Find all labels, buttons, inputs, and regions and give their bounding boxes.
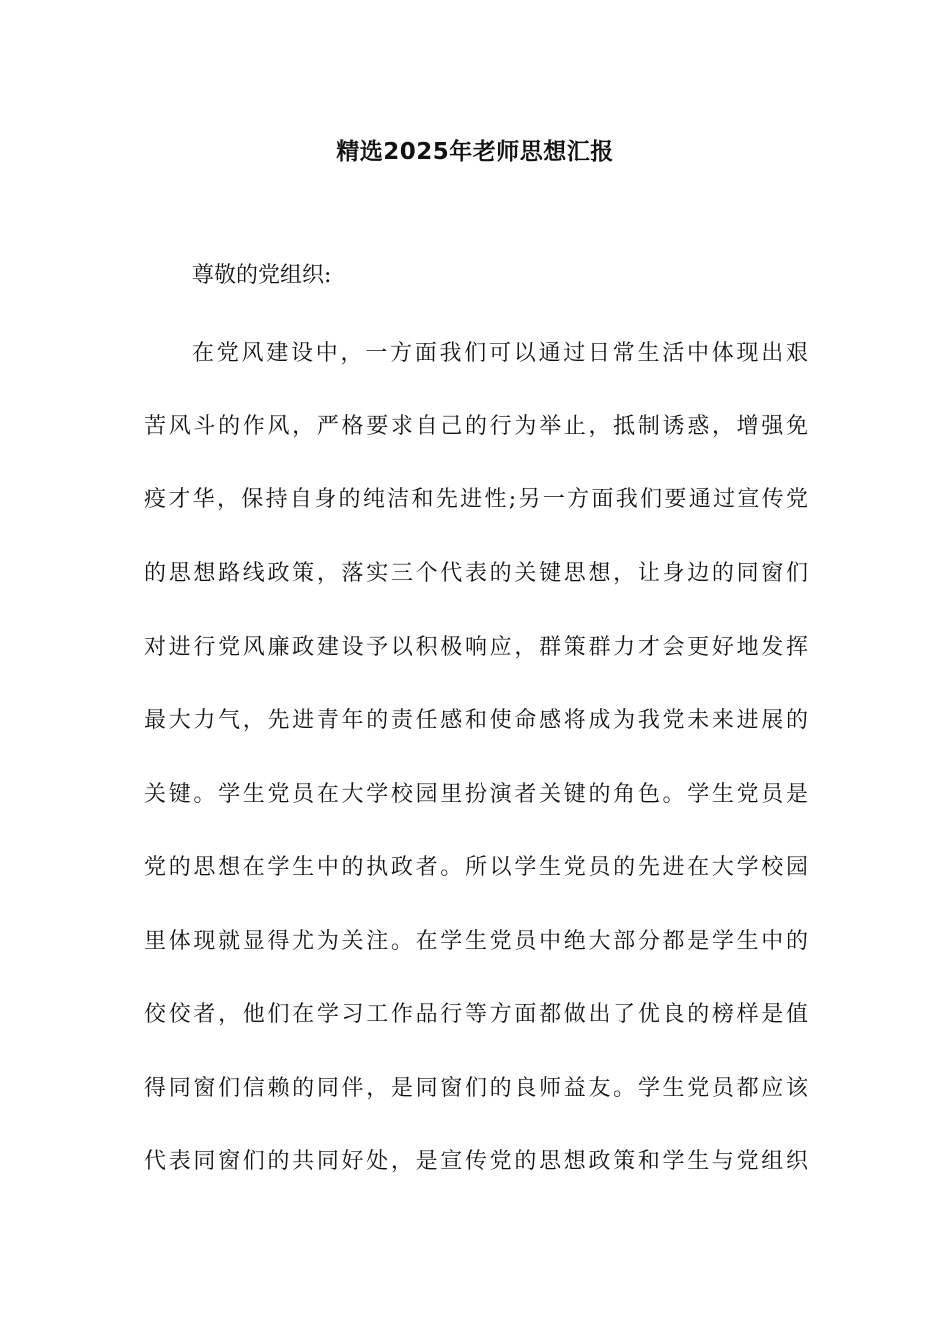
body-line: 代表同窗们的共同好处，是宣传党的思想政策和学生与党组织 (144, 1149, 808, 1174)
body-line: 最大力气，先进青年的责任感和使命感将成为我党未来进展的 (144, 708, 808, 733)
salutation: 尊敬的党组织: (192, 263, 332, 288)
body-line: 佼佼者，他们在学习工作品行等方面都做出了优良的榜样是值 (144, 1002, 808, 1027)
body-line: 对进行党风廉政建设予以积极响应，群策群力才会更好地发挥 (144, 635, 808, 660)
document-title: 精选2025年老师思想汇报 (336, 139, 614, 165)
body-line: 在党风建设中，一方面我们可以通过日常生活中体现出艰 (192, 341, 808, 366)
body-line: 党的思想在学生中的执政者。所以学生党员的先进在大学校园 (144, 855, 808, 880)
body-line: 关键。学生党员在大学校园里扮演者关键的角色。学生党员是 (144, 782, 808, 807)
body-line: 的思想路线政策，落实三个代表的关键思想，让身边的同窗们 (144, 561, 808, 586)
body-line: 苦风斗的作风，严格要求自己的行为举止，抵制诱惑，增强免 (144, 414, 808, 439)
body-line: 得同窗们信赖的同伴，是同窗们的良师益友。学生党员都应该 (144, 1076, 808, 1101)
body-line: 疫才华，保持自身的纯洁和先进性;另一方面我们要通过宣传党 (144, 487, 808, 512)
body-line: 里体现就显得尤为关注。在学生党员中绝大部分都是学生中的 (144, 929, 808, 954)
